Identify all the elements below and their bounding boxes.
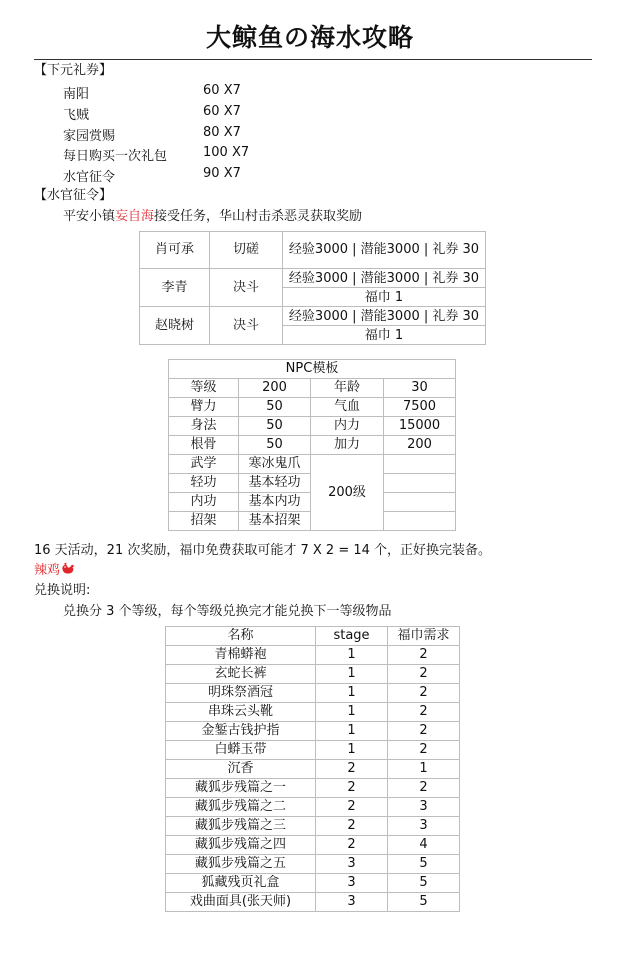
- coupon-value: [203, 145, 249, 160]
- npc-empty-cell: [384, 493, 456, 512]
- coupon-amount: 80: [203, 124, 220, 140]
- coupon-value: [203, 166, 241, 181]
- table-row: [140, 307, 486, 326]
- table-row: [166, 741, 460, 760]
- table-row: [166, 817, 460, 836]
- coupon-amount: 100: [203, 145, 228, 161]
- npc-stat-value: 7500: [384, 398, 456, 417]
- item-cost: 2: [388, 684, 460, 703]
- npc-stat-label: 等级: [169, 379, 239, 398]
- item-cost: 3: [388, 798, 460, 817]
- npc-skill-level: 200级: [311, 455, 384, 531]
- author-line: [34, 562, 75, 580]
- order-heading: 【水官征令】: [34, 188, 113, 203]
- author-name: 辣鸡: [34, 563, 61, 578]
- table-row: [166, 855, 460, 874]
- npc-stat-value: 30: [384, 379, 456, 398]
- npc-skill-type: 内功: [169, 493, 239, 512]
- npc-table: [168, 359, 456, 531]
- coupon-name: 家园赏赐: [63, 128, 116, 144]
- coupon-name: 南阳: [63, 87, 90, 102]
- coupon-value: [203, 104, 241, 119]
- item-stage: 2: [316, 817, 388, 836]
- table-row: [140, 232, 486, 269]
- npc-skill-name: 寒冰鬼爪: [239, 455, 311, 474]
- item-cost: 5: [388, 893, 460, 912]
- item-stage: 1: [316, 741, 388, 760]
- table-row: [166, 684, 460, 703]
- item-cost: 2: [388, 722, 460, 741]
- coupon-amount: 60: [203, 83, 220, 98]
- item-name: 青棉蟒袍: [166, 646, 316, 665]
- table-row: [166, 779, 460, 798]
- item-name: 藏狐步残篇之四: [166, 836, 316, 855]
- npc-skill-type: 招架: [169, 512, 239, 531]
- item-cost: 5: [388, 855, 460, 874]
- table-row: [140, 269, 486, 288]
- table-row: [166, 665, 460, 684]
- item-stage: 1: [316, 684, 388, 703]
- order-desc-npc: 妄自海: [115, 209, 155, 224]
- table-row: [169, 360, 456, 379]
- exchange-heading: 兑换说明:: [34, 583, 91, 598]
- order-name: 肖可承: [140, 232, 210, 269]
- coupon-amount: 60: [203, 103, 220, 119]
- item-cost: 2: [388, 665, 460, 684]
- table-row: [166, 703, 460, 722]
- npc-skill-name: 基本内功: [239, 493, 311, 512]
- item-stage: 1: [316, 722, 388, 741]
- item-name: 藏狐步残篇之五: [166, 855, 316, 874]
- title-divider: [34, 59, 592, 60]
- npc-stat-value: 200: [239, 379, 311, 398]
- npc-skill-type: 轻功: [169, 474, 239, 493]
- page-title: 大鲸鱼の海水攻略: [205, 23, 414, 52]
- item-name: 戏曲面具(张天师): [166, 893, 316, 912]
- item-name: 沉香: [166, 760, 316, 779]
- item-name: 串珠云头靴: [166, 703, 316, 722]
- order-reward: 经验3000 | 潜能3000 | 礼券 30: [283, 269, 486, 288]
- order-reward: 经验3000 | 潜能3000 | 礼券 30: [283, 232, 486, 269]
- coupon-value: [203, 125, 241, 140]
- item-name: 藏狐步残篇之一: [166, 779, 316, 798]
- npc-stat-label: 根骨: [169, 436, 239, 455]
- order-reward-extra: 福巾 1: [283, 326, 486, 345]
- order-type: 决斗: [210, 307, 283, 345]
- npc-stat-label: 内力: [311, 417, 384, 436]
- table-row: [169, 379, 456, 398]
- item-name: 玄蛇长裤: [166, 665, 316, 684]
- item-cost: 2: [388, 741, 460, 760]
- item-cost: 3: [388, 817, 460, 836]
- npc-skill-name: 基本轻功: [239, 474, 311, 493]
- coupon-multiplier: X7: [223, 103, 241, 119]
- npc-empty-cell: [384, 474, 456, 493]
- item-cost: 5: [388, 874, 460, 893]
- order-table: [139, 231, 486, 345]
- order-reward: 经验3000 | 潜能3000 | 礼券 30: [283, 307, 486, 326]
- item-cost: 2: [388, 646, 460, 665]
- npc-empty-cell: [384, 512, 456, 531]
- item-stage: 3: [316, 874, 388, 893]
- item-cost: 1: [388, 760, 460, 779]
- order-desc-post: 接受任务，华山村击杀恶灵获取奖励: [154, 209, 363, 224]
- item-stage: 2: [316, 836, 388, 855]
- coupon-name: 每日购买一次礼包: [63, 149, 168, 165]
- column-header-stage: stage: [316, 627, 388, 646]
- item-stage: 2: [316, 779, 388, 798]
- npc-stat-value: 50: [239, 436, 311, 455]
- item-cost: 2: [388, 703, 460, 722]
- coupon-name: 飞贼: [63, 107, 90, 123]
- item-stage: 2: [316, 760, 388, 779]
- coupon-multiplier: X7: [223, 83, 241, 98]
- npc-stat-value: 50: [239, 417, 311, 436]
- npc-skill-type: 武学: [169, 455, 239, 474]
- item-cost: 2: [388, 779, 460, 798]
- column-header-name: 名称: [166, 627, 316, 646]
- npc-stat-label: 身法: [169, 417, 239, 436]
- table-row: [166, 722, 460, 741]
- npc-table-title: NPC模板: [169, 360, 456, 379]
- table-row: [169, 417, 456, 436]
- order-reward-extra: 福巾 1: [283, 288, 486, 307]
- coupons-heading: 【下元礼券】: [34, 63, 113, 78]
- npc-stat-label: 年龄: [311, 379, 384, 398]
- npc-empty-cell: [384, 455, 456, 474]
- order-type: 切磋: [210, 232, 283, 269]
- item-name: 金錾古钱护指: [166, 722, 316, 741]
- table-row: [166, 646, 460, 665]
- table-row: [166, 798, 460, 817]
- coupon-amount: 90: [203, 166, 220, 182]
- npc-stat-label: 气血: [311, 398, 384, 417]
- item-name: 狐藏残页礼盒: [166, 874, 316, 893]
- column-header-cost: 福巾需求: [388, 627, 460, 646]
- table-row: [166, 836, 460, 855]
- table-row: [169, 455, 456, 474]
- item-cost: 4: [388, 836, 460, 855]
- summary-text: 16 天活动，21 次奖励，福巾免费获取可能才 7 X 2 = 14 个，正好换完装备。: [34, 543, 492, 558]
- order-name: 赵晓树: [140, 307, 210, 345]
- item-stage: 3: [316, 893, 388, 912]
- table-row: [166, 760, 460, 779]
- coupon-multiplier: X7: [223, 124, 241, 140]
- item-stage: 2: [316, 798, 388, 817]
- item-stage: 3: [316, 855, 388, 874]
- npc-stat-label: 臂力: [169, 398, 239, 417]
- order-name: 李青: [140, 269, 210, 307]
- item-stage: 1: [316, 646, 388, 665]
- npc-stat-value: 50: [239, 398, 311, 417]
- item-name: 明珠祭酒冠: [166, 684, 316, 703]
- table-header-row: [166, 627, 460, 646]
- order-description: [63, 208, 362, 226]
- npc-stat-value: 200: [384, 436, 456, 455]
- npc-stat-label: 加力: [311, 436, 384, 455]
- item-stage: 1: [316, 703, 388, 722]
- item-stage: 1: [316, 665, 388, 684]
- npc-stat-value: 15000: [384, 417, 456, 436]
- coupon-name: 水官征令: [63, 170, 116, 186]
- coupon-multiplier: X7: [231, 145, 250, 161]
- exchange-description: 兑换分 3 个等级，每个等级兑换完才能兑换下一等级物品: [63, 604, 392, 619]
- item-name: 藏狐步残篇之三: [166, 817, 316, 836]
- item-name: 藏狐步残篇之二: [166, 798, 316, 817]
- coupon-value: [203, 83, 241, 98]
- order-desc-pre: 平安小镇: [63, 209, 116, 224]
- table-row: [169, 436, 456, 455]
- coupon-multiplier: X7: [223, 166, 241, 182]
- item-name: 白蟒玉带: [166, 741, 316, 760]
- table-row: [169, 398, 456, 417]
- rooster-icon: [61, 562, 75, 576]
- order-type: 决斗: [210, 269, 283, 307]
- table-row: [166, 893, 460, 912]
- npc-skill-name: 基本招架: [239, 512, 311, 531]
- table-row: [166, 874, 460, 893]
- exchange-table: [165, 626, 460, 912]
